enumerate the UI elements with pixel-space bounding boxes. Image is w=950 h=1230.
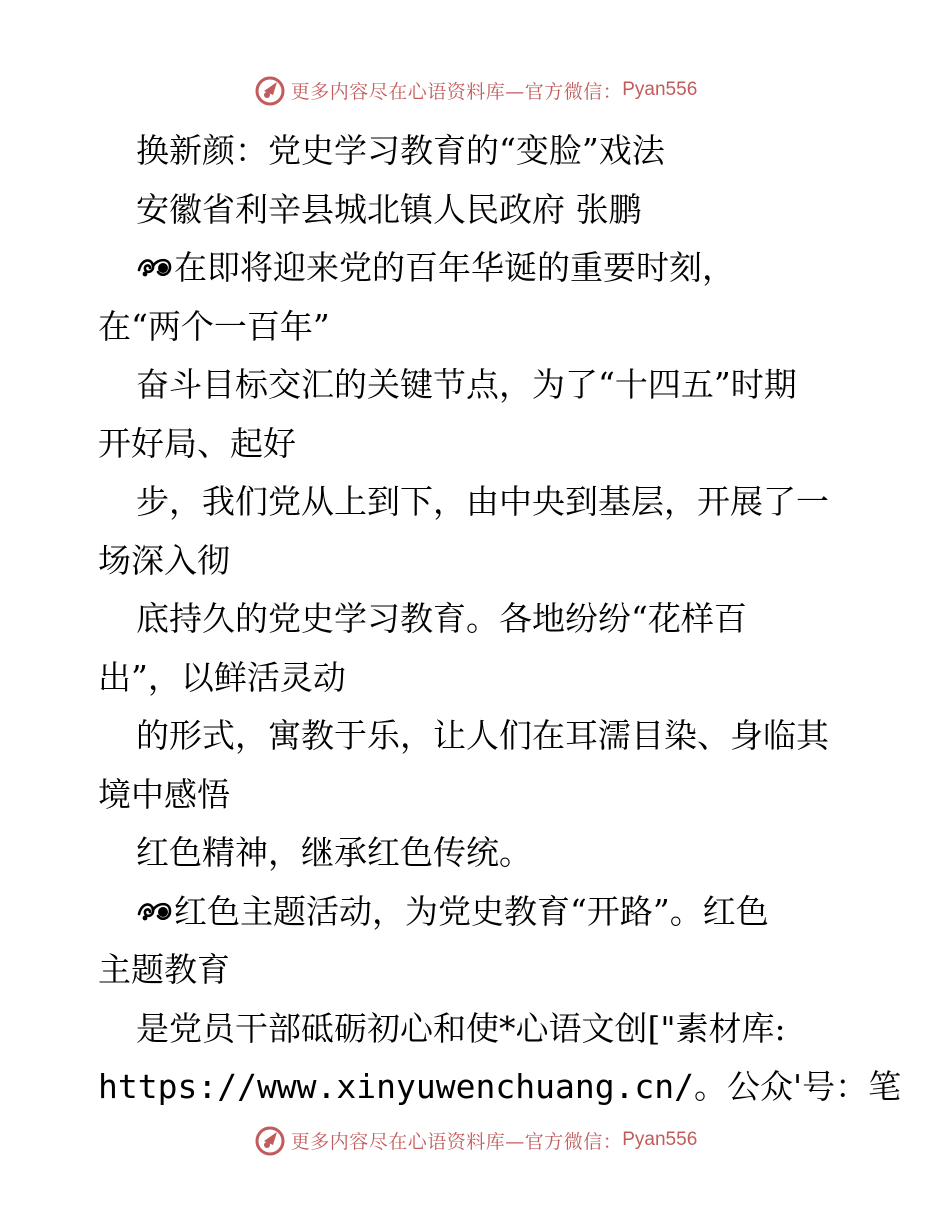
document-line <box>98 1000 878 1059</box>
line-text: 开好局、起好 <box>98 423 296 463</box>
banner-wechat-id: Pyan556 <box>622 1129 698 1150</box>
url-text: https://www.xinyuwenchuang.cn/ <box>98 1067 695 1106</box>
document-line <box>98 649 878 708</box>
line-text: 在“两个一百年” <box>98 306 330 346</box>
footer-watermark-banner <box>0 1120 950 1160</box>
banner-text: 更多内容尽在心语资料库—官方微信： <box>290 80 623 103</box>
line-text: 奋斗目标交汇的关键节点，为了“十四五”时期 <box>136 365 797 404</box>
logo-icon <box>253 73 287 107</box>
fleuron-bullet-icon <box>136 242 174 272</box>
line-text: 境中感悟 <box>98 774 230 814</box>
logo-icon <box>253 1123 287 1157</box>
line-text: 是党员干部砥砺初心和使*心语文创["素材库: <box>136 1008 786 1048</box>
banner-wechat-id: Pyan556 <box>622 79 698 100</box>
line-text: 红色主题活动，为党史教育“开路”。红色 <box>174 891 769 931</box>
document-line <box>98 1058 902 1117</box>
banner-text: 更多内容尽在心语资料库—官方微信： <box>290 1130 623 1153</box>
document-line <box>98 181 878 240</box>
line-text: 底持久的党史学习教育。各地纷纷“花样百 <box>136 599 747 638</box>
line-text: 的形式，寓教于乐，让人们在耳濡目染、身临其 <box>136 716 829 755</box>
line-text: 换新颜：党史学习教育的“变脸”戏法 <box>136 131 665 170</box>
line-text: 出”，以鲜活灵动 <box>98 657 346 697</box>
line-text: 步，我们党从上到下，由中央到基层，开展了一 <box>136 482 829 521</box>
fleuron-bullet-icon <box>136 886 174 916</box>
header-watermark-banner <box>0 70 950 110</box>
document-line <box>98 122 878 181</box>
line-text: 红色精神，继承红色传统。 <box>136 833 532 872</box>
document-line <box>98 824 878 883</box>
line-text: 安徽省利辛县城北镇人民政府 张鹏 <box>136 189 642 229</box>
document-line <box>98 473 878 532</box>
line-text: 场深入彻 <box>98 540 230 580</box>
document-line <box>98 532 878 591</box>
document-line <box>98 883 878 942</box>
document-line <box>98 415 878 474</box>
line-text: 主题教育 <box>98 950 230 989</box>
document-body <box>98 122 902 1117</box>
document-line <box>98 590 878 649</box>
document-line <box>98 356 878 415</box>
document-line <box>98 941 878 1000</box>
document-line <box>98 766 878 825</box>
document-line <box>98 707 878 766</box>
document-line <box>98 298 878 357</box>
document-line <box>98 239 878 298</box>
line-text: 在即将迎来党的百年华诞的重要时刻， <box>174 248 735 287</box>
line-text: 。公众'号：笔 <box>694 1067 902 1106</box>
